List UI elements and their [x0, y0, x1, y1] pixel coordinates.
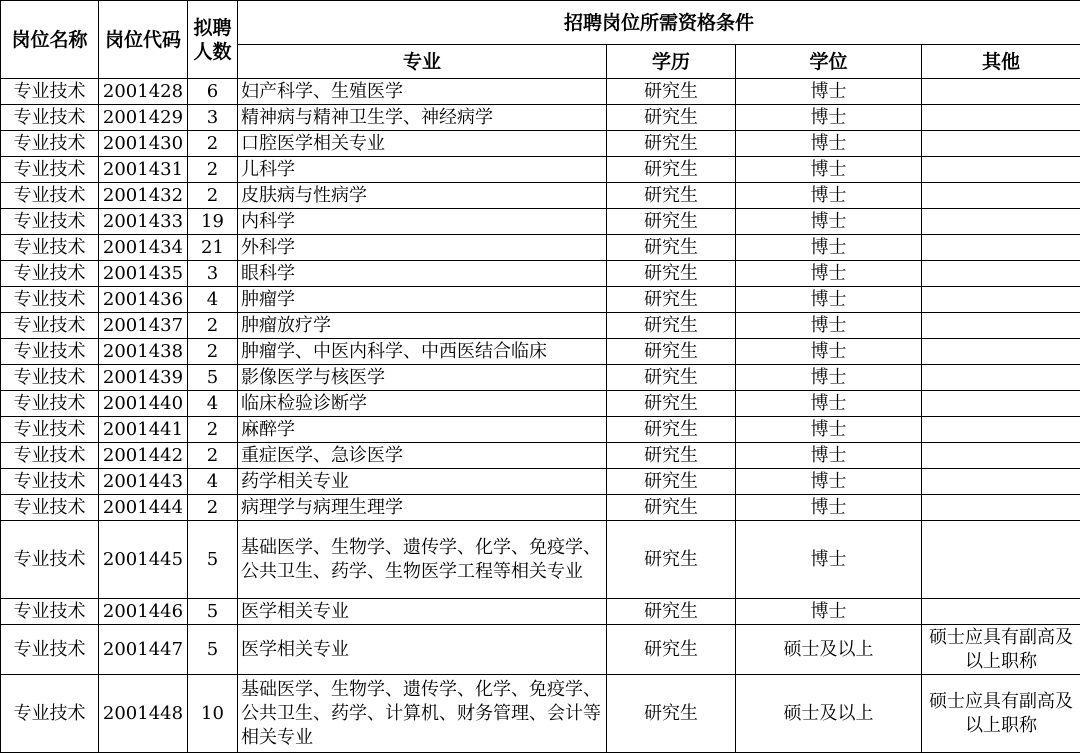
degree-cell: 博士 — [736, 79, 922, 105]
degree-cell: 博士 — [736, 417, 922, 443]
position-category-cell: 专业技术 — [1, 391, 99, 417]
position-code-cell: 2001435 — [99, 261, 188, 287]
table-body — [1, 79, 1080, 753]
position-category-cell: 专业技术 — [1, 365, 99, 391]
position-code-cell: 2001446 — [99, 599, 188, 625]
other-cell — [922, 417, 1080, 443]
position-code-cell: 2001432 — [99, 183, 188, 209]
degree-cell: 博士 — [736, 183, 922, 209]
position-category-cell: 专业技术 — [1, 105, 99, 131]
table-row — [1, 105, 1080, 131]
planned-count-cell: 2 — [188, 157, 238, 183]
major-cell: 影像医学与核医学 — [238, 365, 607, 391]
position-category-cell: 专业技术 — [1, 675, 99, 753]
header-other: 其他 — [922, 45, 1080, 79]
education-cell: 研究生 — [607, 365, 736, 391]
other-cell — [922, 521, 1080, 599]
table-row — [1, 183, 1080, 209]
position-category-cell: 专业技术 — [1, 157, 99, 183]
major-cell: 口腔医学相关专业 — [238, 131, 607, 157]
position-code-cell: 2001441 — [99, 417, 188, 443]
degree-cell: 博士 — [736, 443, 922, 469]
planned-count-cell: 19 — [188, 209, 238, 235]
table-row — [1, 443, 1080, 469]
education-cell: 研究生 — [607, 79, 736, 105]
position-code-cell: 2001428 — [99, 79, 188, 105]
table-row — [1, 339, 1080, 365]
table-row — [1, 417, 1080, 443]
planned-count-cell: 4 — [188, 469, 238, 495]
position-category-cell: 专业技术 — [1, 287, 99, 313]
table-row — [1, 261, 1080, 287]
degree-cell: 博士 — [736, 391, 922, 417]
education-cell: 研究生 — [607, 469, 736, 495]
position-category-cell: 专业技术 — [1, 339, 99, 365]
other-cell: 硕士应具有副高及以上职称 — [922, 675, 1080, 753]
position-category-cell: 专业技术 — [1, 495, 99, 521]
other-cell — [922, 495, 1080, 521]
degree-cell: 博士 — [736, 157, 922, 183]
other-cell — [922, 443, 1080, 469]
table-row — [1, 365, 1080, 391]
table-row — [1, 209, 1080, 235]
degree-cell: 博士 — [736, 261, 922, 287]
education-cell: 研究生 — [607, 391, 736, 417]
table-row — [1, 675, 1080, 753]
header-position-code: 岗位代码 — [99, 1, 188, 79]
education-cell: 研究生 — [607, 235, 736, 261]
major-cell: 基础医学、生物学、遗传学、化学、免疫学、公共卫生、药学、生物医学工程等相关专业 — [238, 521, 607, 599]
planned-count-cell: 2 — [188, 417, 238, 443]
position-code-cell: 2001437 — [99, 313, 188, 339]
planned-count-cell: 2 — [188, 443, 238, 469]
position-code-cell: 2001433 — [99, 209, 188, 235]
planned-count-cell: 21 — [188, 235, 238, 261]
education-cell: 研究生 — [607, 625, 736, 675]
position-category-cell: 专业技术 — [1, 599, 99, 625]
major-cell: 肿瘤放疗学 — [238, 313, 607, 339]
education-cell: 研究生 — [607, 287, 736, 313]
position-code-cell: 2001445 — [99, 521, 188, 599]
major-cell: 药学相关专业 — [238, 469, 607, 495]
other-cell — [922, 235, 1080, 261]
degree-cell: 博士 — [736, 313, 922, 339]
position-code-cell: 2001448 — [99, 675, 188, 753]
education-cell: 研究生 — [607, 157, 736, 183]
header-major: 专业 — [238, 45, 607, 79]
degree-cell: 博士 — [736, 339, 922, 365]
position-category-cell: 专业技术 — [1, 79, 99, 105]
other-cell — [922, 157, 1080, 183]
education-cell: 研究生 — [607, 261, 736, 287]
position-category-cell: 专业技术 — [1, 183, 99, 209]
table-row — [1, 313, 1080, 339]
major-cell: 皮肤病与性病学 — [238, 183, 607, 209]
position-code-cell: 2001438 — [99, 339, 188, 365]
table-row — [1, 79, 1080, 105]
major-cell: 临床检验诊断学 — [238, 391, 607, 417]
education-cell: 研究生 — [607, 675, 736, 753]
position-category-cell: 专业技术 — [1, 131, 99, 157]
planned-count-cell: 5 — [188, 625, 238, 675]
planned-count-cell: 3 — [188, 261, 238, 287]
position-category-cell: 专业技术 — [1, 209, 99, 235]
planned-count-cell: 2 — [188, 131, 238, 157]
education-cell: 研究生 — [607, 183, 736, 209]
position-code-cell: 2001442 — [99, 443, 188, 469]
other-cell — [922, 183, 1080, 209]
table-row — [1, 599, 1080, 625]
position-code-cell: 2001431 — [99, 157, 188, 183]
major-cell: 肿瘤学 — [238, 287, 607, 313]
education-cell: 研究生 — [607, 131, 736, 157]
major-cell: 基础医学、生物学、遗传学、化学、免疫学、公共卫生、药学、计算机、财务管理、会计等相关专业 — [238, 675, 607, 753]
position-code-cell: 2001429 — [99, 105, 188, 131]
other-cell — [922, 261, 1080, 287]
position-code-cell: 2001447 — [99, 625, 188, 675]
other-cell — [922, 105, 1080, 131]
planned-count-cell: 2 — [188, 339, 238, 365]
other-cell — [922, 209, 1080, 235]
major-cell: 病理学与病理生理学 — [238, 495, 607, 521]
other-cell — [922, 391, 1080, 417]
table-row — [1, 521, 1080, 599]
other-cell — [922, 469, 1080, 495]
degree-cell: 硕士及以上 — [736, 675, 922, 753]
position-code-cell: 2001440 — [99, 391, 188, 417]
planned-count-cell: 5 — [188, 365, 238, 391]
table-row — [1, 625, 1080, 675]
degree-cell: 博士 — [736, 469, 922, 495]
education-cell: 研究生 — [607, 599, 736, 625]
table-row — [1, 235, 1080, 261]
degree-cell: 博士 — [736, 495, 922, 521]
planned-count-cell: 10 — [188, 675, 238, 753]
education-cell: 研究生 — [607, 417, 736, 443]
header-degree: 学位 — [736, 45, 922, 79]
position-category-cell: 专业技术 — [1, 521, 99, 599]
degree-cell: 博士 — [736, 235, 922, 261]
education-cell: 研究生 — [607, 521, 736, 599]
planned-count-cell: 2 — [188, 183, 238, 209]
position-category-cell: 专业技术 — [1, 261, 99, 287]
major-cell: 麻醉学 — [238, 417, 607, 443]
position-category-cell: 专业技术 — [1, 417, 99, 443]
other-cell — [922, 131, 1080, 157]
planned-count-cell: 4 — [188, 287, 238, 313]
degree-cell: 博士 — [736, 105, 922, 131]
position-code-cell: 2001439 — [99, 365, 188, 391]
table-row — [1, 469, 1080, 495]
planned-count-cell: 5 — [188, 521, 238, 599]
position-category-cell: 专业技术 — [1, 443, 99, 469]
position-category-cell: 专业技术 — [1, 469, 99, 495]
degree-cell: 博士 — [736, 287, 922, 313]
other-cell — [922, 313, 1080, 339]
other-cell — [922, 287, 1080, 313]
position-code-cell: 2001443 — [99, 469, 188, 495]
position-category-cell: 专业技术 — [1, 313, 99, 339]
education-cell: 研究生 — [607, 339, 736, 365]
planned-count-cell: 2 — [188, 495, 238, 521]
degree-cell: 博士 — [736, 365, 922, 391]
header-requirements: 招聘岗位所需资格条件 — [238, 1, 1080, 45]
table-row — [1, 157, 1080, 183]
planned-count-cell: 2 — [188, 313, 238, 339]
degree-cell: 博士 — [736, 521, 922, 599]
position-category-cell: 专业技术 — [1, 625, 99, 675]
education-cell: 研究生 — [607, 105, 736, 131]
major-cell: 外科学 — [238, 235, 607, 261]
table-row — [1, 287, 1080, 313]
planned-count-cell: 3 — [188, 105, 238, 131]
other-cell — [922, 599, 1080, 625]
major-cell: 儿科学 — [238, 157, 607, 183]
position-code-cell: 2001434 — [99, 235, 188, 261]
header-planned-count: 拟聘人数 — [188, 1, 238, 79]
other-cell — [922, 365, 1080, 391]
position-category-cell: 专业技术 — [1, 235, 99, 261]
planned-count-cell: 5 — [188, 599, 238, 625]
position-code-cell: 2001444 — [99, 495, 188, 521]
table-row — [1, 391, 1080, 417]
major-cell: 妇产科学、生殖医学 — [238, 79, 607, 105]
table-row — [1, 131, 1080, 157]
other-cell — [922, 79, 1080, 105]
position-code-cell: 2001436 — [99, 287, 188, 313]
header-education: 学历 — [607, 45, 736, 79]
planned-count-cell: 4 — [188, 391, 238, 417]
degree-cell: 博士 — [736, 599, 922, 625]
degree-cell: 博士 — [736, 131, 922, 157]
major-cell: 医学相关专业 — [238, 599, 607, 625]
major-cell: 重症医学、急诊医学 — [238, 443, 607, 469]
other-cell — [922, 339, 1080, 365]
major-cell: 精神病与精神卫生学、神经病学 — [238, 105, 607, 131]
degree-cell: 硕士及以上 — [736, 625, 922, 675]
major-cell: 医学相关专业 — [238, 625, 607, 675]
major-cell: 肿瘤学、中医内科学、中西医结合临床 — [238, 339, 607, 365]
major-cell: 内科学 — [238, 209, 607, 235]
degree-cell: 博士 — [736, 209, 922, 235]
position-code-cell: 2001430 — [99, 131, 188, 157]
header-position-name: 岗位名称 — [1, 1, 99, 79]
major-cell: 眼科学 — [238, 261, 607, 287]
table-row — [1, 495, 1080, 521]
other-cell: 硕士应具有副高及以上职称 — [922, 625, 1080, 675]
education-cell: 研究生 — [607, 313, 736, 339]
education-cell: 研究生 — [607, 209, 736, 235]
planned-count-cell: 6 — [188, 79, 238, 105]
education-cell: 研究生 — [607, 443, 736, 469]
education-cell: 研究生 — [607, 495, 736, 521]
